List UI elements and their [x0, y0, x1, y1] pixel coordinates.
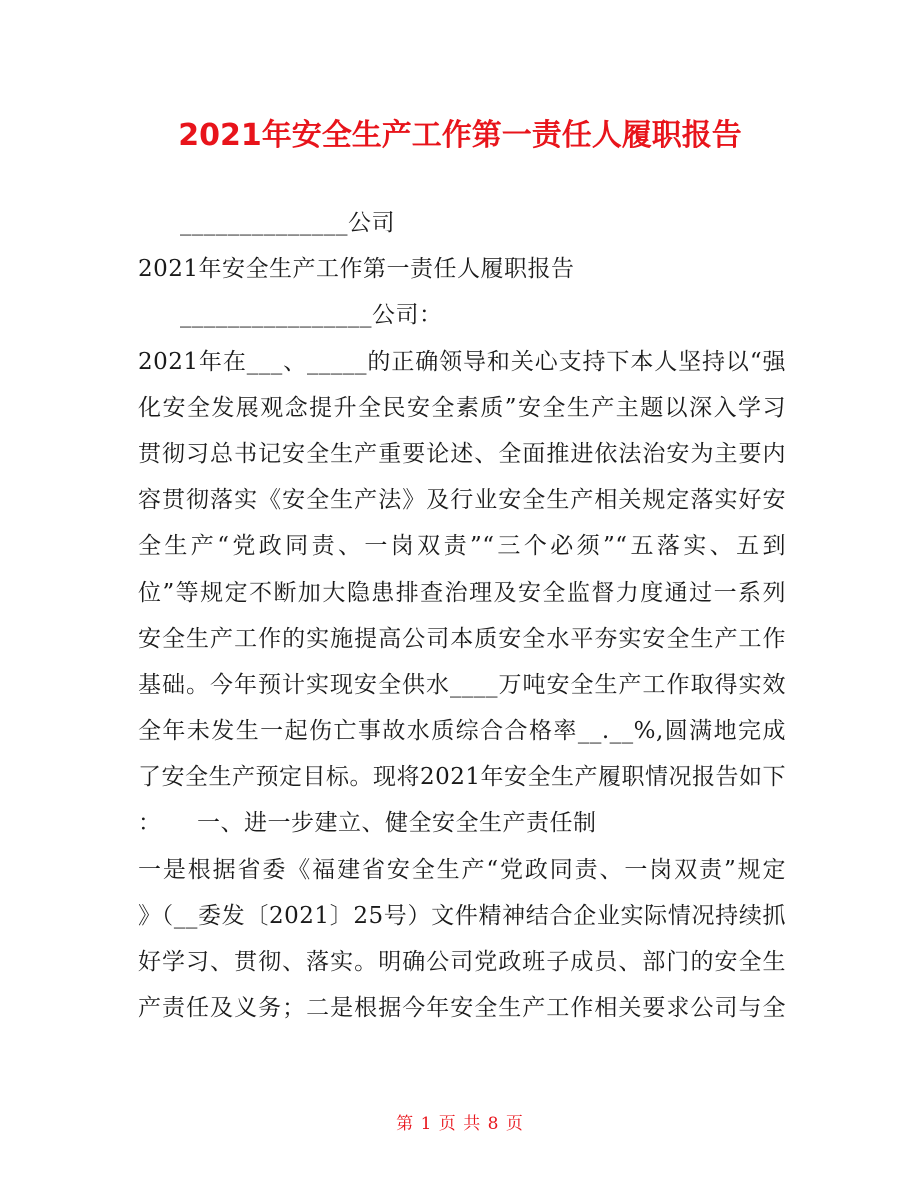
body-line: 》（__委发〔2021〕25号）文件精神结合企业实际情况持续抓: [138, 902, 786, 929]
body-line: 2021年在___、_____的正确领导和关心支持下本人坚持以“强: [138, 348, 786, 375]
body-line-salutation: ________________公司：: [180, 302, 443, 329]
body-line: 位”等规定不断加大隐患排查治理及安全监督力度通过一系列: [138, 579, 786, 606]
page-number-footer: 第 1 页 共 8 页: [396, 1114, 524, 1134]
body-line: 全生产“党政同责、一岗双责”“三个必须”“五落实、五到: [138, 533, 786, 560]
body-line: 贯彻习总书记安全生产重要论述、全面推进依法治安为主要内: [138, 440, 786, 467]
body-line: 产责任及义务；二是根据今年安全生产工作相关要求公司与全: [138, 995, 786, 1022]
document-body: [138, 200, 786, 1031]
body-line: 一是根据省委《福建省安全生产“党政同责、一岗双责”规定: [138, 856, 786, 883]
body-line-report-heading: 2021年安全生产工作第一责任人履职报告: [138, 256, 575, 283]
body-line: 化安全发展观念提升全民安全素质”安全生产主题以深入学习: [138, 394, 786, 421]
document-title: 2021年安全生产工作第一责任人履职报告: [178, 118, 742, 153]
body-line: 容贯彻落实《安全生产法》及行业安全生产相关规定落实好安: [138, 487, 786, 514]
body-line: 好学习、贯彻、落实。明确公司党政班子成员、部门的安全生: [138, 949, 786, 975]
body-line-section-heading: ： 一、进一步建立、健全安全生产责任制: [138, 810, 597, 837]
body-line-company-blank: ______________公司: [180, 210, 395, 236]
body-line: 全年未发生一起伤亡事故水质综合合格率__.__%,圆满地完成: [138, 718, 786, 745]
body-line: 了安全生产预定目标。现将2021年安全生产履职情况报告如下: [138, 764, 787, 791]
body-line: 基础。今年预计实现安全供水____万吨安全生产工作取得实效: [138, 671, 786, 698]
body-line: 安全生产工作的实施提高公司本质安全水平夯实安全生产工作: [138, 625, 786, 652]
